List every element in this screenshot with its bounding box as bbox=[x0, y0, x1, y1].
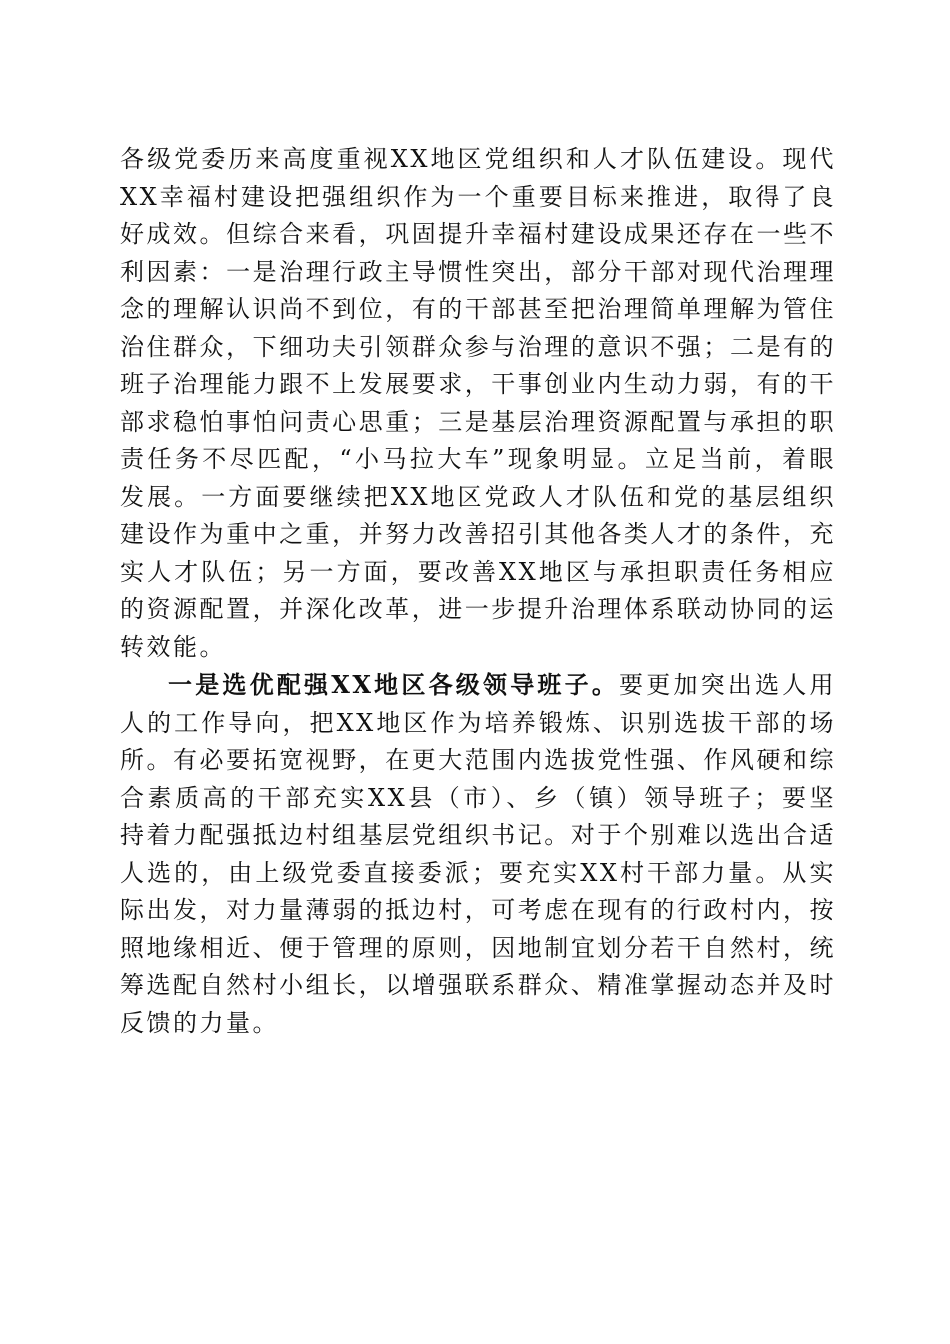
paragraph-section-one bbox=[120, 666, 836, 1042]
document-page bbox=[120, 141, 836, 1042]
section-heading: 一是选优配强XX地区各级领导班子。 bbox=[168, 670, 620, 699]
section-body: 要更加突出选人用人的工作导向，把XX地区作为培养锻炼、识别选拔干部的场所。有必要拓宽视野，在更大范围内选拔党性强、作风硬和综合素质高的干部充实XX县（市）、乡（镇）领导班子；要坚持着力配强抵边村组基层党组织书记。对于个别难以选出合适人选的，由上级党委直接委派；要充实XX村干部力量。从实际出发，对力量薄弱的抵边村，可考虑在现有的行政村内，按照地缘相近、便于管理的原则，因地制宜划分若干自然村，统筹选配自然村小组长，以增强联系群众、精准掌握动态并及时反馈的力量。 bbox=[120, 671, 836, 1037]
paragraph-intro: 各级党委历来高度重视XX地区党组织和人才队伍建设。现代XX幸福村建设把强组织作为一个重要目标来推进，取得了良好成效。但综合来看，巩固提升幸福村建设成果还存在一些不利因素：一是治理行政主导惯性突出，部分干部对现代治理理念的理解认识尚不到位，有的干部甚至把治理简单理解为管住治住群众，下细功夫引领群众参与治理的意识不强；二是有的班子治理能力跟不上发展要求，干事创业内生动力弱，有的干部求稳怕事怕问责心思重；三是基层治理资源配置与承担的职责任务不尽匹配，“小马拉大车”现象明显。立足当前，着眼发展。一方面要继续把XX地区党政人才队伍和党的基层组织建设作为重中之重，并努力改善招引其他各类人才的条件，充实人才队伍；另一方面，要改善XX地区与承担职责任务相应的资源配置，并深化改革，进一步提升治理体系联动协同的运转效能。 bbox=[120, 145, 836, 661]
